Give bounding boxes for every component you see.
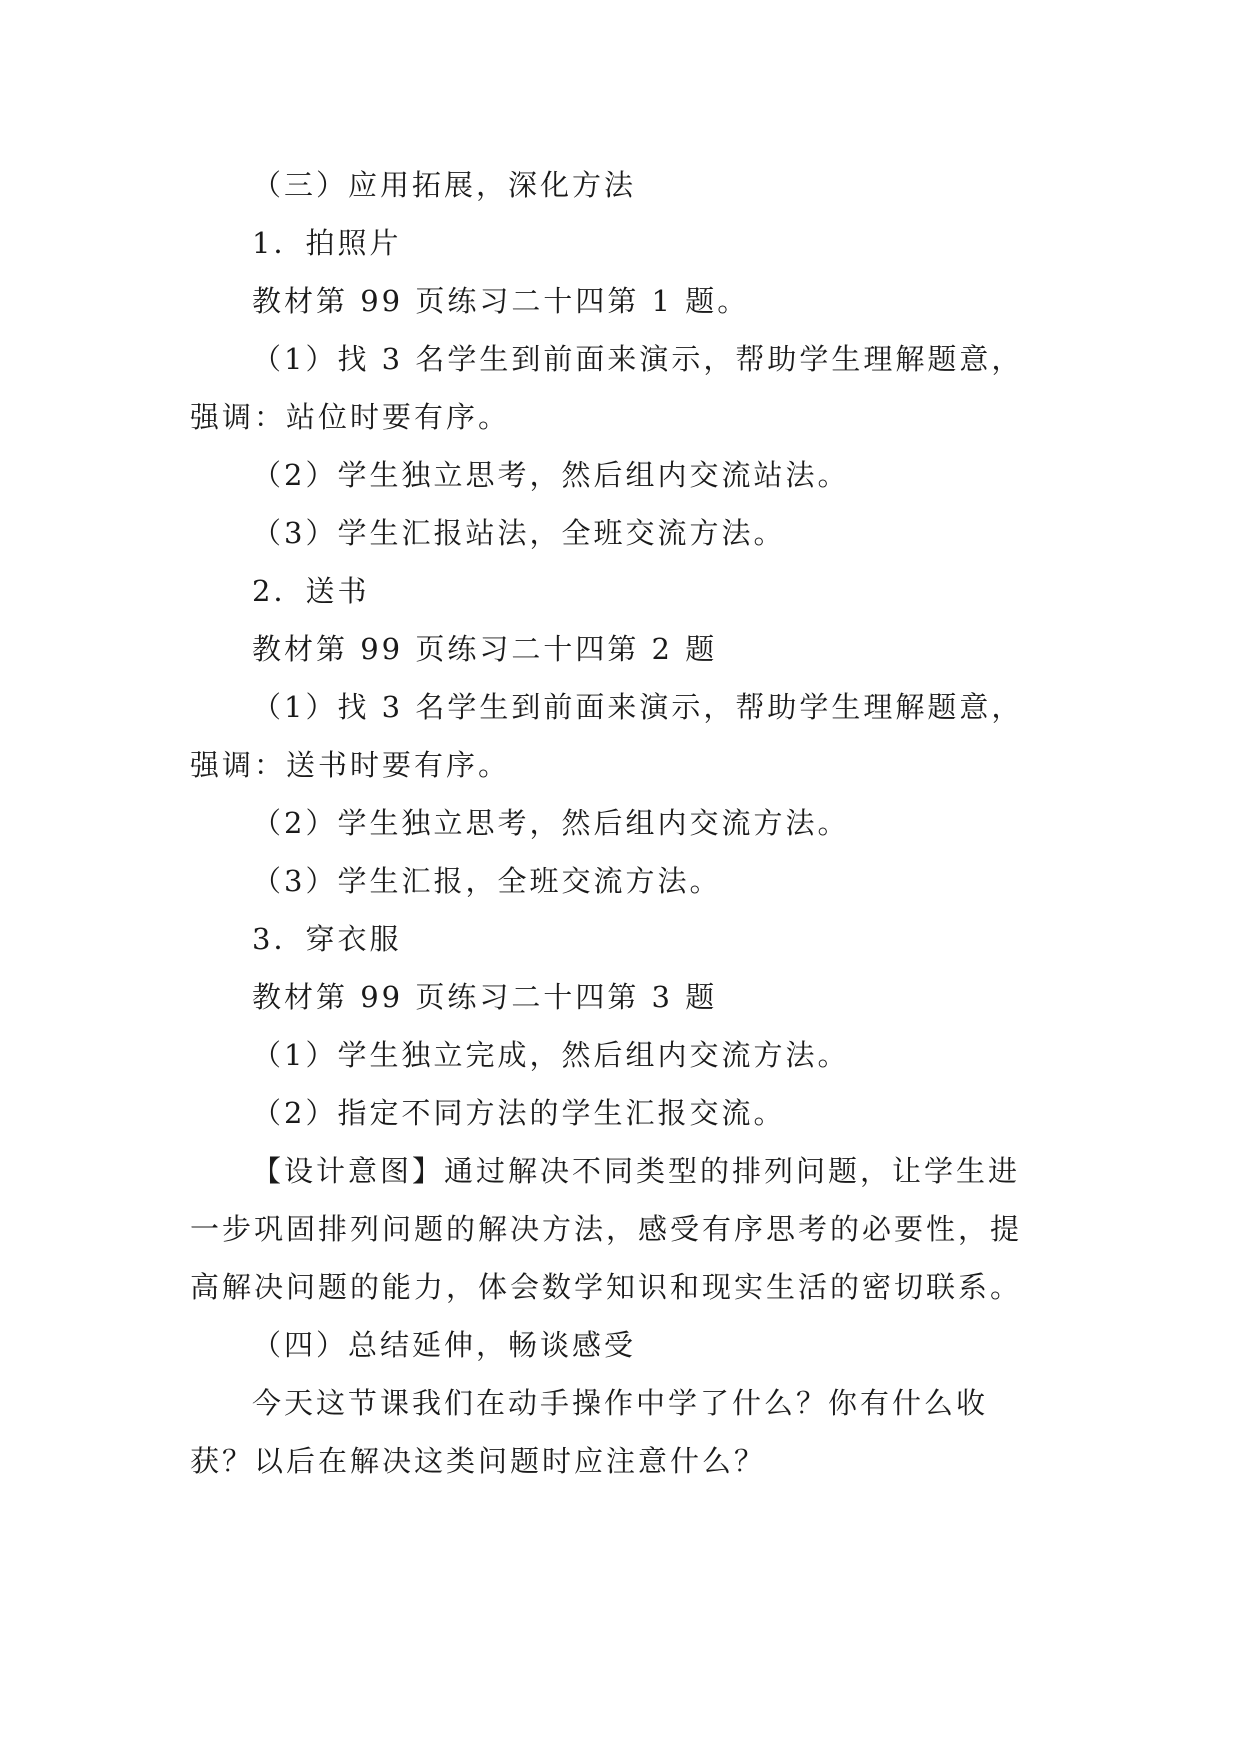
item-heading-1: 1．拍照片 <box>252 226 402 260</box>
step-line: （1）找 3 名学生到前面来演示，帮助学生理解题意， <box>252 690 1024 724</box>
design-intent-paragraph-continued: 一步巩固排列问题的解决方法，感受有序思考的必要性，提 <box>190 1212 1023 1246</box>
summary-paragraph: 今天这节课我们在动手操作中学了什么？你有什么收 <box>252 1386 989 1420</box>
step-line-continued: 强调：站位时要有序。 <box>190 400 511 434</box>
step-line-continued: 强调：送书时要有序。 <box>190 748 511 782</box>
step-line: （1）学生独立完成，然后组内交流方法。 <box>252 1038 850 1072</box>
textbook-reference-3: 教材第 99 页练习二十四第 3 题 <box>252 980 718 1014</box>
textbook-reference-1: 教材第 99 页练习二十四第 1 题。 <box>252 284 750 318</box>
step-line: （2）指定不同方法的学生汇报交流。 <box>252 1096 786 1130</box>
item-heading-2: 2．送书 <box>252 574 370 608</box>
item-heading-3: 3．穿衣服 <box>252 922 402 956</box>
section-heading-3: （三）应用拓展，深化方法 <box>252 168 637 202</box>
step-line: （2）学生独立思考，然后组内交流方法。 <box>252 806 850 840</box>
step-line: （2）学生独立思考，然后组内交流站法。 <box>252 458 850 492</box>
summary-paragraph-continued: 获？以后在解决这类问题时应注意什么？ <box>190 1444 767 1478</box>
step-line: （1）找 3 名学生到前面来演示，帮助学生理解题意， <box>252 342 1024 376</box>
textbook-reference-2: 教材第 99 页练习二十四第 2 题 <box>252 632 718 666</box>
step-line: （3）学生汇报站法，全班交流方法。 <box>252 516 786 550</box>
design-intent-paragraph: 【设计意图】通过解决不同类型的排列问题，让学生进 <box>252 1154 1021 1188</box>
section-heading-4: （四）总结延伸，畅谈感受 <box>252 1328 637 1362</box>
step-line: （3）学生汇报，全班交流方法。 <box>252 864 722 898</box>
design-intent-paragraph-continued: 高解决问题的能力，体会数学知识和现实生活的密切联系。 <box>190 1270 1023 1304</box>
